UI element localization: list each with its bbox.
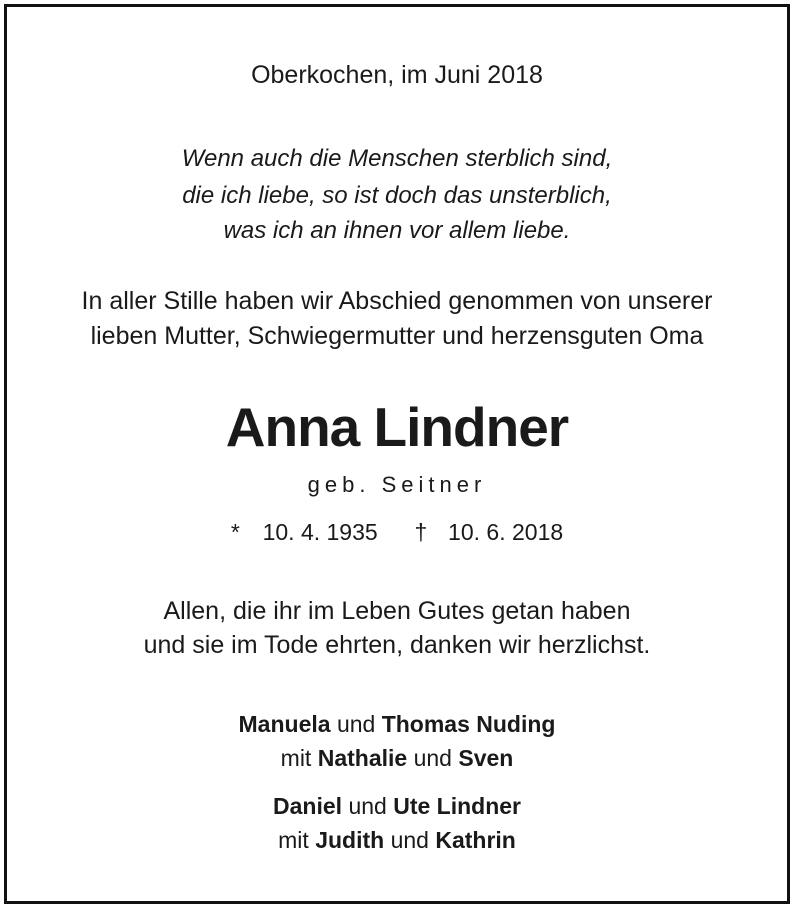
death-date: 10. 6. 2018 <box>448 519 564 545</box>
obituary-notice <box>4 4 790 904</box>
born-name: geb. Seitner <box>307 472 487 497</box>
family-line-1 <box>7 711 787 738</box>
family-line-4 <box>7 827 787 854</box>
family-preposition: mit <box>278 827 309 853</box>
family-conjunction: und <box>348 793 387 819</box>
deceased-name: Anna Lindner <box>225 396 569 458</box>
family-name: Thomas Nuding <box>381 711 556 737</box>
family-name: Daniel <box>273 793 343 819</box>
thanks-line-1: Allen, die ihr im Leben Gutes getan haben <box>163 597 631 625</box>
birth-symbol: * <box>230 519 240 545</box>
quote-line-2: die ich liebe, so ist doch das unsterblich, <box>182 182 612 209</box>
intro-line-1: In aller Stille haben wir Abschied genommen von unserer <box>81 287 713 315</box>
family-name: Judith <box>315 827 385 853</box>
family-line-3 <box>7 793 787 820</box>
death-symbol: † <box>414 519 428 545</box>
quote-line-1: Wenn auch die Menschen sterblich sind, <box>181 145 613 172</box>
family-conjunction: und <box>413 745 452 771</box>
family-name: Sven <box>458 745 514 771</box>
family-conjunction: und <box>390 827 429 853</box>
family-conjunction: und <box>336 711 376 737</box>
intro-line-2: lieben Mutter, Schwiegermutter und herzensguten Oma <box>90 322 704 350</box>
life-dates <box>7 519 787 546</box>
thanks-line-2: und sie im Tode ehrten, danken wir herzlichst. <box>143 631 651 659</box>
family-name: Ute Lindner <box>393 793 521 819</box>
family-name: Kathrin <box>435 827 516 853</box>
family-line-2 <box>7 745 787 772</box>
family-name: Nathalie <box>317 745 408 771</box>
place-date: Oberkochen, im Juni 2018 <box>251 61 543 89</box>
quote-line-3: was ich an ihnen vor allem liebe. <box>223 217 571 244</box>
family-name: Manuela <box>238 711 331 737</box>
family-preposition: mit <box>280 745 312 771</box>
birth-date: 10. 4. 1935 <box>262 519 378 545</box>
